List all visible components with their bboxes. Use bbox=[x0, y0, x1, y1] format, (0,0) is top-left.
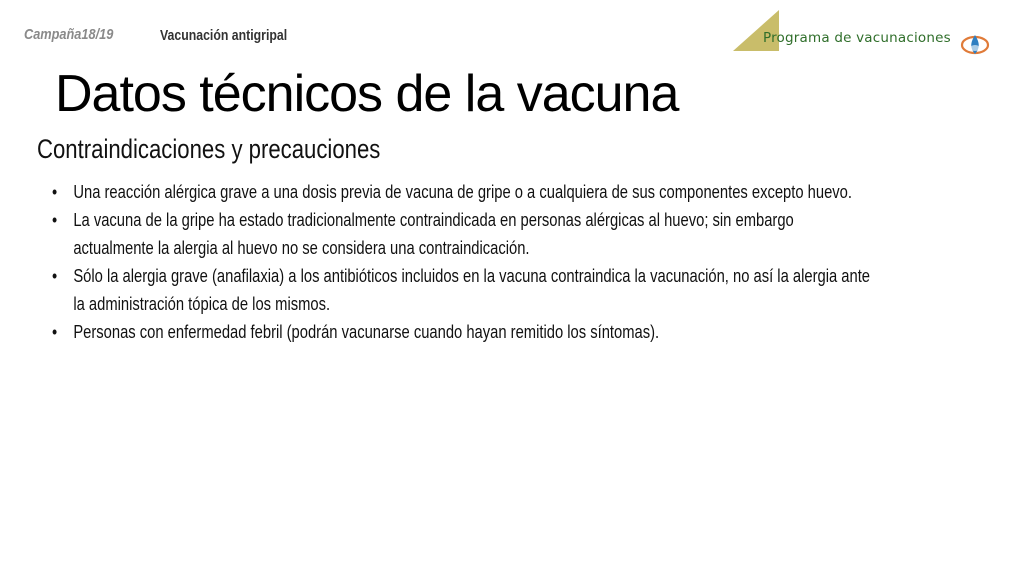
bullet-line: Sólo la alergia grave (anafilaxia) a los antibióticos incluidos en la vacuna contraindica la vacunación, no así la alergia ante bbox=[73, 266, 871, 286]
bullet-list bbox=[52, 178, 954, 346]
bullet-icon: • bbox=[52, 182, 58, 202]
header-campaign: Campaña18/19 bbox=[24, 26, 114, 43]
bullet-line: La vacuna de la gripe ha estado tradicionalmente contraindicada en personas alérgicas al huevo; sin embargo bbox=[73, 210, 794, 230]
program-logo bbox=[733, 10, 993, 54]
section-subtitle: Contraindicaciones y precauciones bbox=[37, 134, 381, 164]
page-title: Datos técnicos de la vacuna bbox=[55, 65, 679, 123]
bullet-line: Personas con enfermedad febril (podrán vacunarse cuando hayan remitido los síntomas). bbox=[73, 322, 660, 342]
bullet-item bbox=[52, 318, 954, 346]
bullet-icon: • bbox=[52, 266, 58, 286]
bullet-line: Una reacción alérgica grave a una dosis previa de vacuna de gripe o a cualquiera de sus componentes excepto huevo. bbox=[73, 182, 852, 202]
bullet-line: la administración tópica de los mismos. bbox=[73, 294, 331, 314]
bullet-line: actualmente la alergia al huevo no se considera una contraindicación. bbox=[73, 238, 530, 258]
bullet-item bbox=[52, 206, 954, 262]
bullet-icon: • bbox=[52, 322, 58, 342]
bullet-item bbox=[52, 262, 954, 318]
bullet-item bbox=[52, 178, 954, 206]
logo-text: Programa de vacunaciones bbox=[763, 30, 951, 46]
bullet-icon: • bbox=[52, 210, 58, 230]
vaccination-emblem-icon bbox=[959, 32, 991, 58]
header-topic: Vacunación antigripal bbox=[160, 27, 288, 44]
